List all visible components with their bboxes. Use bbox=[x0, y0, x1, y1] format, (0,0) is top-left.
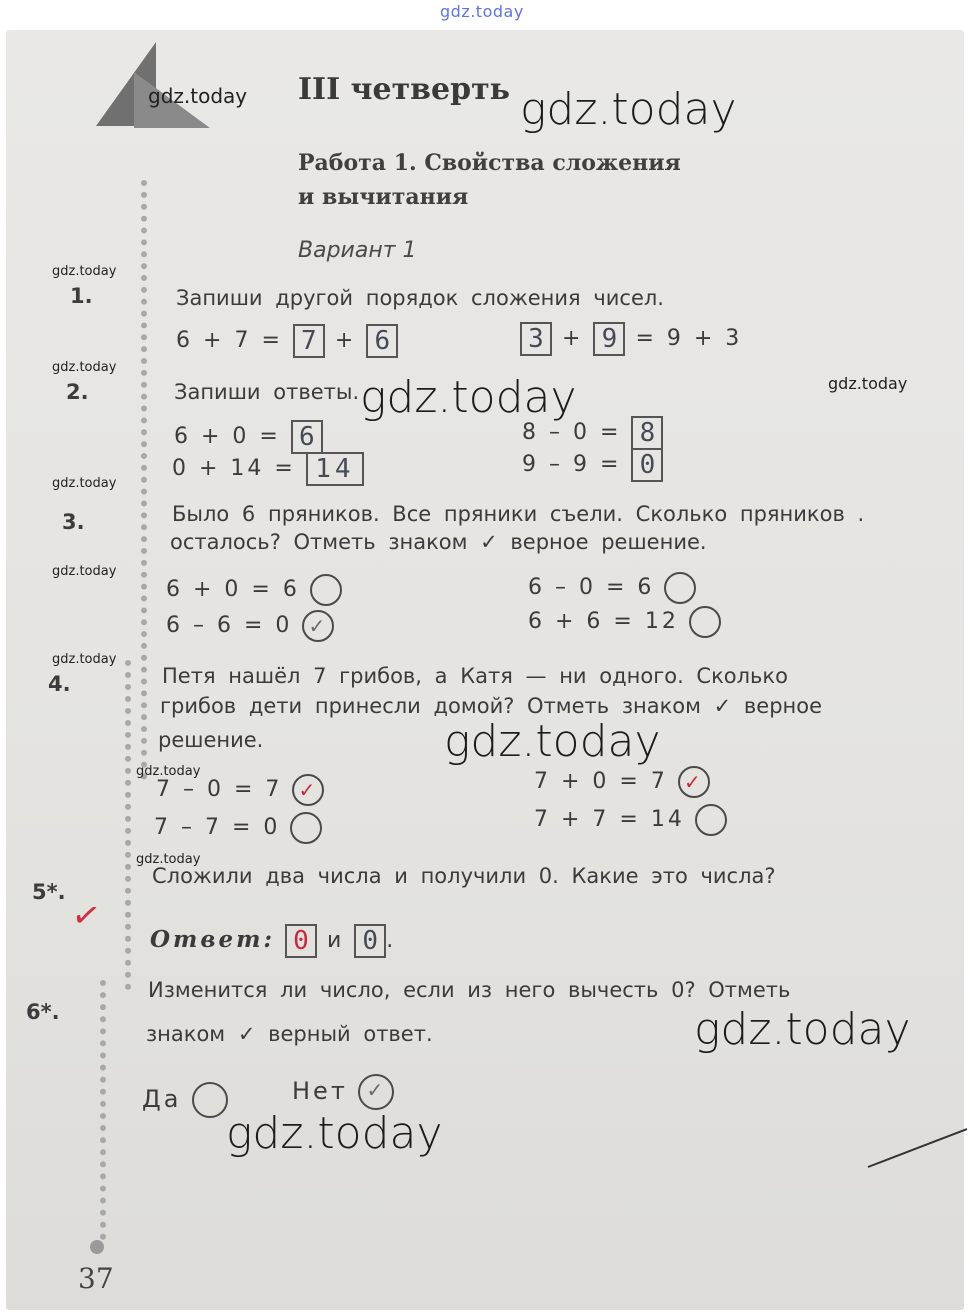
watermark: gdz.today bbox=[360, 372, 577, 423]
expression: 7 + 0 = 7 bbox=[534, 769, 668, 794]
task-4-text-line3: решение. bbox=[158, 728, 264, 752]
task-4-option bbox=[534, 804, 727, 836]
top-watermark: gdz.today bbox=[440, 2, 524, 21]
watermark-small: gdz.today bbox=[52, 564, 117, 579]
period: . bbox=[386, 928, 397, 953]
operand: 7 bbox=[234, 328, 252, 353]
answer-box[interactable]: 3 bbox=[520, 322, 552, 356]
choice-circle[interactable] bbox=[695, 804, 727, 836]
task-5-text: Сложили два числа и получили 0. Какие это числа? bbox=[152, 864, 776, 888]
task-1-number: 1. bbox=[70, 284, 93, 308]
variant-label: Вариант 1 bbox=[298, 238, 417, 263]
margin-dotted-line bbox=[141, 180, 147, 780]
task-6-option-no bbox=[292, 1074, 394, 1110]
expression: 6 + 6 = 12 bbox=[528, 609, 679, 634]
choice-circle[interactable] bbox=[290, 812, 322, 844]
watermark-small: gdz.today bbox=[148, 84, 248, 108]
conjunction: и bbox=[326, 928, 345, 953]
watermark-small: gdz.today bbox=[52, 264, 117, 279]
quarter-title: III четверть bbox=[298, 72, 511, 107]
option-label: Да bbox=[142, 1085, 182, 1113]
task-4-text-line1: Петя нашёл 7 грибов, а Катя — ни одного. Сколько bbox=[162, 664, 788, 688]
option-label: Нет bbox=[292, 1077, 348, 1105]
choice-circle[interactable] bbox=[664, 572, 696, 604]
margin-dotted-line-lower bbox=[125, 660, 131, 990]
answer-box[interactable]: 0 bbox=[285, 924, 317, 958]
answer-box[interactable]: 6 bbox=[291, 420, 323, 454]
expression: 7 + 7 = 14 bbox=[534, 807, 685, 832]
choice-circle[interactable] bbox=[310, 574, 342, 606]
watermark-small: gdz.today bbox=[828, 374, 908, 393]
answer-box[interactable]: 6 bbox=[366, 324, 398, 358]
task-1-equation-left bbox=[176, 324, 398, 358]
task-4-option bbox=[154, 812, 322, 844]
expression: 6 + 0 = 6 bbox=[166, 577, 300, 602]
work-title-line1: Работа 1. Свойства сложения bbox=[298, 150, 681, 176]
expression: 0 + 14 = bbox=[172, 456, 296, 481]
task-3-number: 3. bbox=[62, 510, 85, 534]
task-6-option-yes bbox=[142, 1082, 228, 1118]
task-3-text-line2: осталось? Отметь знаком ✓ верное решение. bbox=[170, 530, 707, 554]
choice-circle[interactable]: ✓ bbox=[358, 1074, 394, 1110]
expression: 6 – 6 = 0 bbox=[166, 613, 293, 638]
choice-circle[interactable] bbox=[689, 606, 721, 638]
margin-dot bbox=[90, 1240, 104, 1254]
expression: 7 – 0 = 7 bbox=[156, 777, 283, 802]
expression: 9 – 9 = bbox=[522, 452, 622, 477]
task-6-text-line2: знаком ✓ верный ответ. bbox=[146, 1022, 433, 1046]
task-1-text: Запиши другой порядок сложения чисел. bbox=[176, 286, 664, 310]
answer-box[interactable]: 0 bbox=[631, 448, 663, 482]
task-5-number: 5*. bbox=[32, 880, 66, 904]
task-6-number: 6*. bbox=[26, 1000, 60, 1024]
task-3-option bbox=[166, 610, 334, 642]
task-2-row bbox=[174, 420, 323, 454]
margin-dotted-line-bottom bbox=[100, 980, 106, 1240]
answer-label: Ответ: bbox=[150, 926, 275, 953]
task-2-number: 2. bbox=[66, 380, 89, 404]
watermark-small: gdz.today bbox=[136, 852, 201, 867]
task-6-text-line1: Изменится ли число, если из него вычесть 0? Отметь bbox=[148, 978, 791, 1002]
task-1-equation-right bbox=[520, 322, 742, 356]
watermark: gdz.today bbox=[226, 1108, 443, 1159]
equation-rest: = 9 + 3 bbox=[635, 326, 743, 351]
teacher-check-mark: ✓ bbox=[68, 893, 104, 939]
operator: + bbox=[562, 326, 584, 351]
expression: 7 – 7 = 0 bbox=[154, 815, 281, 840]
task-5-answer bbox=[150, 924, 396, 958]
watermark-small: gdz.today bbox=[52, 476, 117, 491]
task-2-row bbox=[172, 452, 364, 486]
choice-circle[interactable] bbox=[192, 1082, 228, 1118]
watermark: gdz.today bbox=[520, 84, 737, 135]
choice-circle[interactable]: ✓ bbox=[292, 774, 324, 806]
task-4-text-line2: грибов дети принесли домой? Отметь знаком ✓ верное bbox=[160, 694, 823, 718]
answer-box[interactable]: 9 bbox=[593, 322, 625, 356]
watermark-small: gdz.today bbox=[52, 360, 117, 375]
expression: 6 + 0 = bbox=[174, 424, 281, 449]
expression: 8 – 0 = bbox=[522, 420, 622, 445]
task-3-text-line1: Было 6 пряников. Все пряники съели. Сколько пряников . bbox=[172, 502, 865, 526]
work-title-line2: и вычитания bbox=[298, 184, 469, 210]
operator: + bbox=[334, 328, 357, 353]
operand: 6 bbox=[176, 328, 193, 353]
watermark-small: gdz.today bbox=[136, 764, 201, 779]
page-number: 37 bbox=[78, 1262, 114, 1295]
operator: + bbox=[203, 328, 225, 353]
task-3-option bbox=[528, 572, 696, 604]
answer-box[interactable]: 8 bbox=[631, 416, 663, 450]
task-3-option bbox=[528, 606, 721, 638]
task-3-option bbox=[166, 574, 342, 606]
watermark: gdz.today bbox=[444, 716, 661, 767]
choice-circle[interactable]: ✓ bbox=[302, 610, 334, 642]
task-4-option bbox=[534, 766, 710, 798]
work-title bbox=[298, 146, 681, 214]
answer-box[interactable]: 0 bbox=[354, 924, 386, 958]
answer-box[interactable]: 7 bbox=[293, 324, 325, 358]
expression: 6 – 0 = 6 bbox=[528, 575, 655, 600]
choice-circle[interactable]: ✓ bbox=[678, 766, 710, 798]
watermark-small: gdz.today bbox=[52, 652, 117, 667]
watermark: gdz.today bbox=[694, 1004, 911, 1055]
equals-sign: = bbox=[261, 328, 283, 353]
task-2-row bbox=[522, 448, 663, 482]
answer-box[interactable]: 14 bbox=[306, 452, 364, 486]
task-4-number: 4. bbox=[48, 672, 71, 696]
task-2-text: Запиши ответы. bbox=[174, 380, 360, 404]
